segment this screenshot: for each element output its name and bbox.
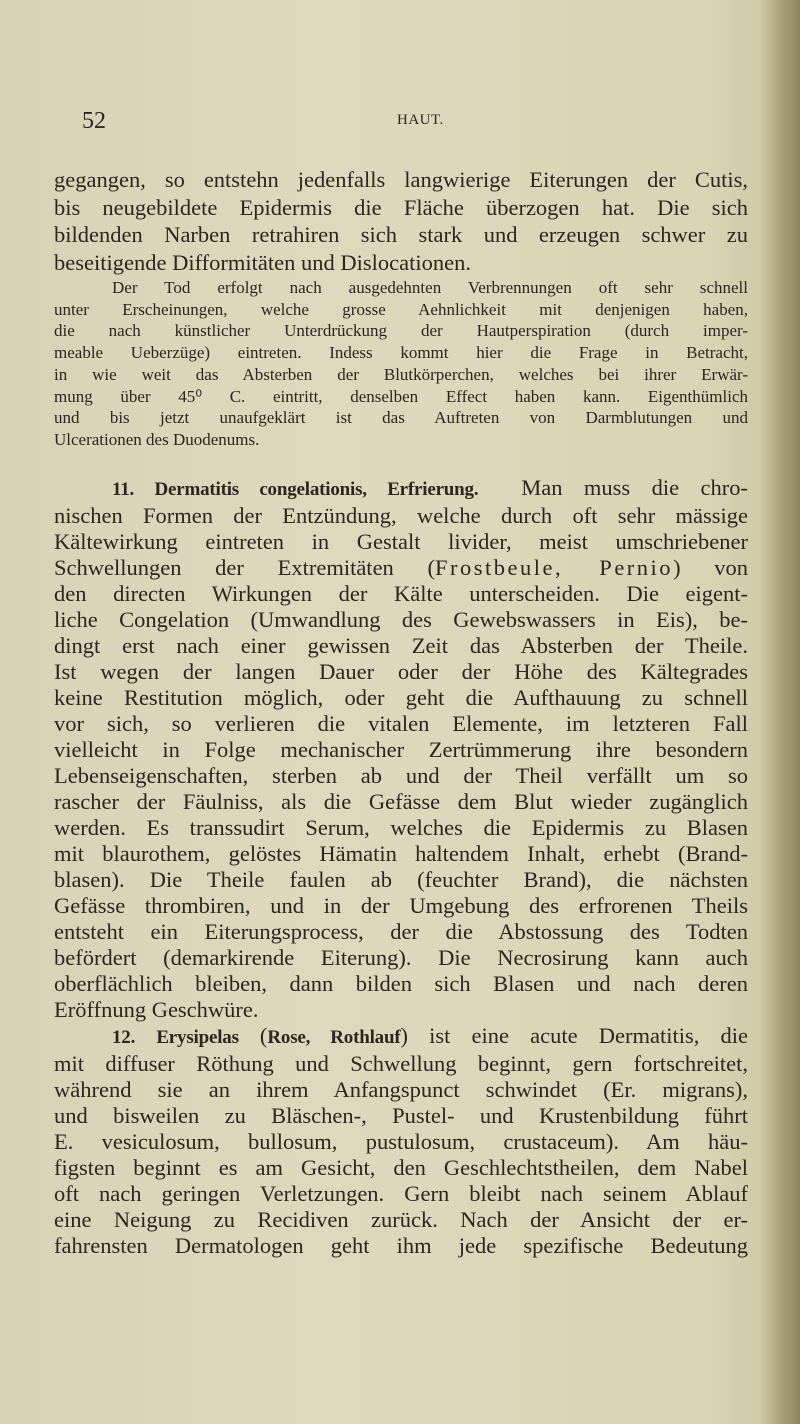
paragraph-intro bbox=[54, 166, 748, 276]
text-line: beseitigende Difformitäten und Dislocationen. bbox=[54, 249, 471, 275]
text-line: befördert (demarkirende Eiterung). Die Necrosirung kann auch bbox=[54, 945, 748, 970]
page-header bbox=[82, 108, 722, 138]
text-line: E. vesiculosum, bullosum, pustulosum, crustaceum). Am häu- bbox=[54, 1129, 748, 1154]
text-line: fahrensten Dermatologen geht ihm jede spezifische Bedeutung bbox=[54, 1233, 748, 1258]
text-line: mung über 45⁰ C. eintritt, denselben Effect haben kann. Eigenthümlich bbox=[54, 386, 748, 406]
text-line: und bis jetzt unaufgeklärt ist das Auftreten von Darmblutungen und bbox=[54, 408, 748, 428]
text-line: figsten beginnt es am Gesicht, den Geschlechtstheilen, dem Nabel bbox=[54, 1155, 748, 1180]
text-line: Ulcerationen des Duodenums. bbox=[54, 429, 260, 449]
section-heading-line bbox=[54, 475, 748, 503]
text-line: während sie an ihrem Anfangspunct schwindet (Er. migrans), bbox=[54, 1077, 748, 1102]
section-11-dermatitis-congelationis bbox=[54, 475, 748, 1259]
text-line: oft nach geringen Verletzungen. Gern bleibt nach seinem Ablauf bbox=[54, 1181, 748, 1206]
text-line: in wie weit das Absterben der Blutkörperchen, welches bei ihrer Erwär- bbox=[54, 364, 748, 384]
text-line: meable Ueberzüge) eintreten. Indess kommt hier die Frage in Betracht, bbox=[54, 343, 748, 363]
section-number: 12. bbox=[112, 1027, 136, 1048]
text-line bbox=[54, 555, 748, 581]
text-line: die nach künstlicher Unterdrückung der Hautperspiration (durch imper- bbox=[54, 321, 748, 341]
text-line: bildenden Narben retrahiren sich stark und erzeugen schwer zu bbox=[54, 222, 748, 247]
section-alias: Rose, Rothlauf bbox=[267, 1027, 401, 1048]
spaced-term: Frostbeule, Pernio bbox=[435, 555, 674, 580]
text-line: rascher der Fäulniss, als die Gefässe dem Blut wieder zugänglich bbox=[54, 789, 748, 814]
text-line: Kältewirkung eintreten in Gestalt livider, meist umschriebener bbox=[54, 529, 748, 554]
text-line: entsteht ein Eiterungsprocess, der die Abstossung des Todten bbox=[54, 919, 748, 944]
section-heading: 11. Dermatitis congelationis, Erfrierung. bbox=[112, 479, 479, 500]
text-line: Eröffnung Geschwüre. bbox=[54, 997, 259, 1022]
text-line: liche Congelation (Umwandlung des Gewebswassers in Eis), be- bbox=[54, 607, 748, 632]
text-line: vielleicht in Folge mechanischer Zertrümmerung ihre besondern bbox=[54, 737, 748, 762]
text-fragment: Man muss die chro- bbox=[521, 475, 748, 500]
text-fragment: ist eine acute Dermatitis, die bbox=[407, 1023, 748, 1048]
paragraph-small-print bbox=[54, 277, 748, 451]
text-line: Lebenseigenschaften, sterben ab und der Theil verfällt um so bbox=[54, 763, 748, 788]
text-line: bis neugebildete Epidermis die Fläche überzogen hat. Die sich bbox=[54, 194, 748, 220]
text-line: unter Erscheinungen, welche grosse Aehnlichkeit mit denjenigen haben, bbox=[54, 299, 748, 319]
text-fragment: ( bbox=[238, 1023, 268, 1048]
text-line: mit diffuser Röthung und Schwellung beginnt, gern fortschreitet, bbox=[54, 1051, 748, 1076]
text-fragment: ) bbox=[400, 1023, 408, 1048]
text-line: eine Neigung zu Recidiven zurück. Nach der Ansicht der er- bbox=[54, 1207, 748, 1232]
text-fragment: Schwellungen der Extremitäten ( bbox=[54, 555, 435, 580]
text-line: Der Tod erfolgt nach ausgedehnten Verbrennungen oft sehr schnell bbox=[112, 278, 748, 297]
text-line: nischen Formen der Entzündung, welche durch oft sehr mässige bbox=[54, 503, 748, 528]
text-line: gegangen, so entstehn jedenfalls langwierige Eiterungen der Cutis, bbox=[54, 167, 748, 192]
text-line: werden. Es transsudirt Serum, welches die Epidermis zu Blasen bbox=[54, 815, 748, 840]
text-line: und bisweilen zu Bläschen-, Pustel- und Krustenbildung führt bbox=[54, 1103, 748, 1128]
section-heading: Erysipelas bbox=[156, 1027, 239, 1048]
page-number: 52 bbox=[82, 108, 106, 134]
text-fragment: ) von bbox=[673, 555, 749, 580]
text-line: vor sich, so verlieren die vitalen Elemente, im letzteren Fall bbox=[54, 711, 748, 736]
running-head: HAUT. bbox=[397, 112, 444, 128]
text-line: dingt erst nach einer gewissen Zeit das Absterben der Theile. bbox=[54, 633, 748, 658]
text-line: keine Restitution möglich, oder geht die Aufthauung zu schnell bbox=[54, 685, 748, 710]
text-line: oberflächlich bleiben, dann bilden sich Blasen und nach deren bbox=[54, 971, 748, 996]
section-12-heading-line bbox=[54, 1023, 748, 1051]
text-line: den directen Wirkungen der Kälte unterscheiden. Die eigent- bbox=[54, 581, 748, 606]
text-line: Ist wegen der langen Dauer oder der Höhe des Kältegrades bbox=[54, 659, 748, 684]
text-line: Gefässe thrombiren, und in der Umgebung des erfrorenen Theils bbox=[54, 893, 748, 918]
text-line: blasen). Die Theile faulen ab (feuchter Brand), die nächsten bbox=[54, 867, 748, 892]
text-line: mit blaurothem, gelöstes Hämatin haltendem Inhalt, erhebt (Brand- bbox=[54, 841, 748, 866]
